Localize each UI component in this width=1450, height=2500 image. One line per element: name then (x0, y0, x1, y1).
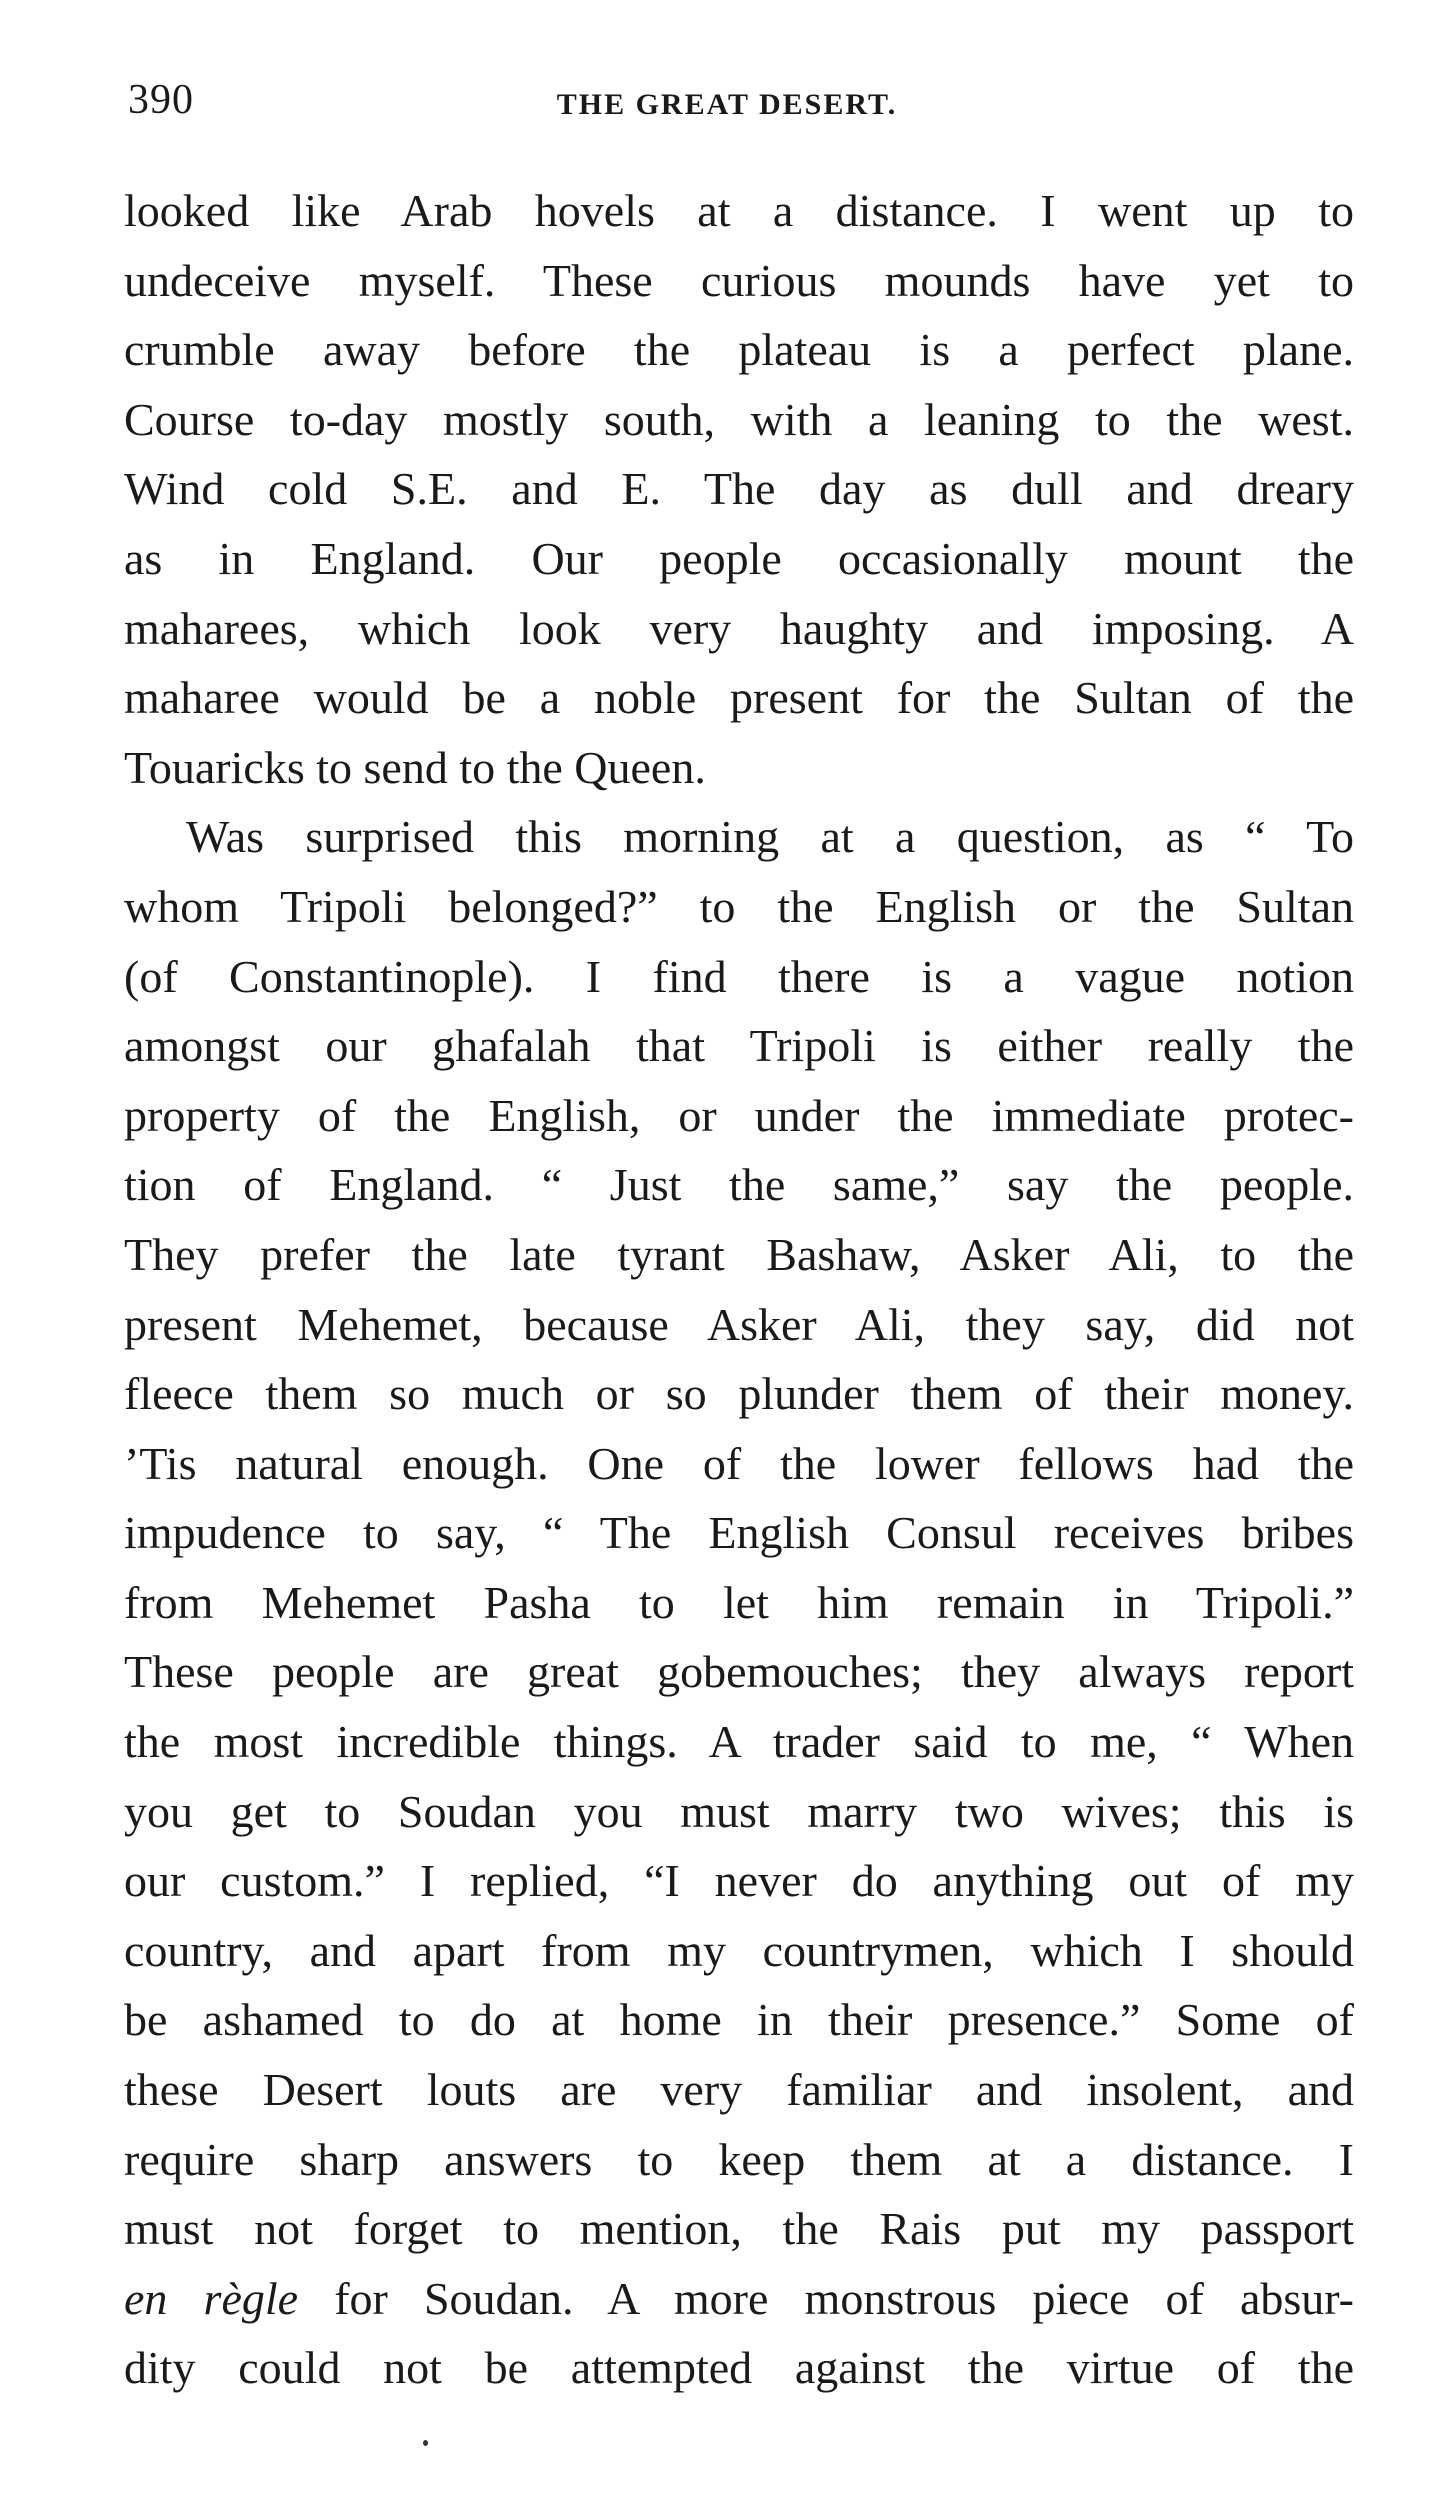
text-line: Touaricks to send to the Queen. (124, 741, 706, 793)
text-line: amongst our ghafalah that Tripoli is either really the (124, 1020, 1354, 1072)
text-line: ’Tis natural enough. One of the lower fellows had the (124, 1437, 1354, 1489)
text-line: as in England. Our people occasionally mount the (124, 532, 1354, 584)
text-line: must not forget to mention, the Rais put my passport (124, 2203, 1354, 2255)
text-line: (of Constantinople). I find there is a vague notion (124, 950, 1354, 1002)
text-line: fleece them so much or so plunder them of their money. (124, 1368, 1354, 1420)
body-text (124, 176, 1354, 2403)
text-line: dity could not be attempted against the virtue of the (124, 2342, 1354, 2394)
text-line: Was surprised this morning at a question, as “ To (186, 811, 1354, 863)
text-line: They prefer the late tyrant Bashaw, Asker Ali, to the (124, 1228, 1354, 1280)
page-header (124, 72, 1330, 132)
text-line: maharees, which look very haughty and imposing. A (124, 602, 1354, 654)
paragraph-2 (124, 802, 1354, 2403)
text-line: you get to Soudan you must marry two wives; this is (124, 1785, 1354, 1837)
paragraph-1 (124, 176, 1354, 802)
text-line: maharee would be a noble present for the Sultan of the (124, 672, 1354, 724)
page-number: 390 (128, 77, 194, 123)
text-line: our custom.” I replied, “I never do anything out of my (124, 1855, 1354, 1907)
text-line: whom Tripoli belonged?” to the English or the Sultan (124, 880, 1354, 932)
text-line: property of the English, or under the immediate protec- (124, 1089, 1354, 1141)
text-line: present Mehemet, because Asker Ali, they say, did not (124, 1298, 1354, 1350)
text-line: require sharp answers to keep them at a distance. I (124, 2133, 1354, 2185)
running-head: THE GREAT DESERT. (556, 88, 898, 121)
text-line-rest: for Soudan. A more monstrous piece of absur- (298, 2272, 1354, 2324)
text-line-with-italic (124, 2264, 1354, 2334)
text-line: These people are great gobemouches; they always report (124, 1646, 1354, 1698)
text-line: impudence to say, “ The English Consul receives bribes (124, 1507, 1354, 1559)
text-line: from Mehemet Pasha to let him remain in Tripoli.” (124, 1576, 1354, 1628)
italic-phrase: en règle (124, 2272, 299, 2324)
text-line: undeceive myself. These curious mounds have yet to (124, 254, 1354, 306)
text-line: Wind cold S.E. and E. The day as dull and dreary (124, 463, 1354, 515)
text-line: Course to-day mostly south, with a leaning to the west. (124, 393, 1354, 445)
text-line: be ashamed to do at home in their presence.” Some of (124, 1994, 1354, 2046)
text-line: tion of England. “ Just the same,” say the people. (124, 1159, 1354, 1211)
text-line: crumble away before the plateau is a perfect plane. (124, 324, 1354, 376)
text-line: these Desert louts are very familiar and insolent, and (124, 2064, 1354, 2116)
text-line: the most incredible things. A trader said to me, “ When (124, 1716, 1354, 1768)
text-line: looked like Arab hovels at a distance. I went up to (124, 185, 1354, 236)
text-line: country, and apart from my countrymen, which I should (124, 1924, 1354, 1976)
printer-mark (423, 2440, 428, 2446)
